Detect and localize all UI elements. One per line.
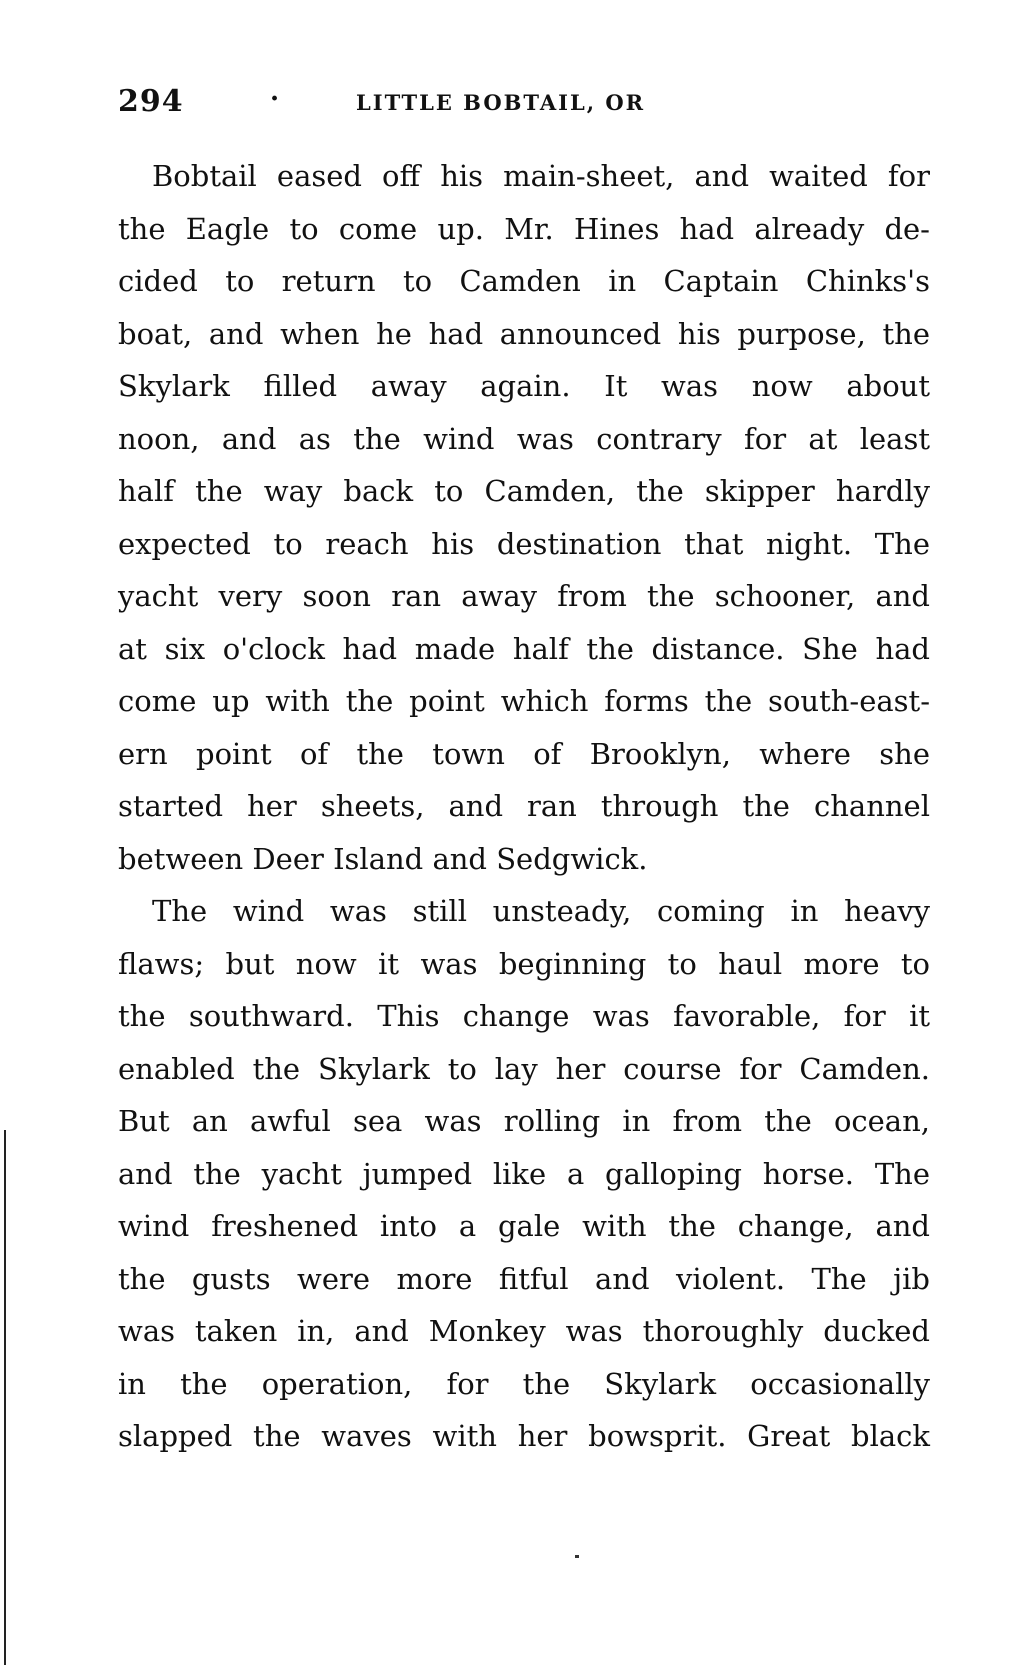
text-line: the gusts were more fitful and violent. The jib	[118, 1261, 930, 1296]
text-line: at six o'clock had made half the distance. She had	[118, 631, 930, 666]
text-line: Bobtail eased off his main-sheet, and waited for	[152, 159, 930, 193]
text-line: between Deer Island and Sedgwick.	[118, 841, 648, 876]
text-line: and the yacht jumped like a galloping horse. The	[118, 1156, 930, 1191]
print-mark	[575, 1555, 579, 1558]
text-line: But an awful sea was rolling in from the ocean,	[118, 1104, 930, 1138]
text-line: Skylark filled away again. It was now about	[118, 369, 930, 403]
text-line: the Eagle to come up. Mr. Hines had already de-	[118, 211, 930, 246]
text-line: come up with the point which forms the south-east-	[118, 684, 930, 718]
page-header	[118, 84, 998, 124]
text-line: started her sheets, and ran through the channel	[118, 789, 930, 823]
text-line: boat, and when he had announced his purpose, the	[118, 316, 930, 351]
page-number: 294	[118, 84, 184, 119]
text-line: in the operation, for the Skylark occasionally	[118, 1366, 930, 1401]
header-dot: ·	[270, 84, 280, 114]
text-line: slapped the waves with her bowsprit. Great black	[118, 1419, 930, 1453]
text-line: wind freshened into a gale with the change, and	[118, 1209, 930, 1243]
text-line: yacht very soon ran away from the schooner, and	[118, 579, 930, 613]
binding-edge-line	[4, 1130, 6, 1665]
text-line: The wind was still unsteady, coming in heavy	[152, 894, 930, 928]
text-line: cided to return to Camden in Captain Chinks's	[118, 264, 930, 298]
text-line: expected to reach his destination that night. The	[118, 526, 930, 561]
text-line: flaws; but now it was beginning to haul more to	[118, 946, 930, 981]
paragraph-1	[118, 150, 930, 885]
text-line: noon, and as the wind was contrary for at least	[118, 421, 930, 456]
body-text	[118, 150, 930, 1463]
text-line: half the way back to Camden, the skipper hardly	[118, 474, 930, 508]
paragraph-2	[118, 885, 930, 1463]
text-line: enabled the Skylark to lay her course for Camden.	[118, 1051, 930, 1086]
running-title: LITTLE BOBTAIL, OR	[356, 90, 646, 115]
text-line: ern point of the town of Brooklyn, where she	[118, 736, 930, 771]
text-line: the southward. This change was favorable, for it	[118, 999, 930, 1033]
text-line: was taken in, and Monkey was thoroughly ducked	[118, 1314, 930, 1348]
